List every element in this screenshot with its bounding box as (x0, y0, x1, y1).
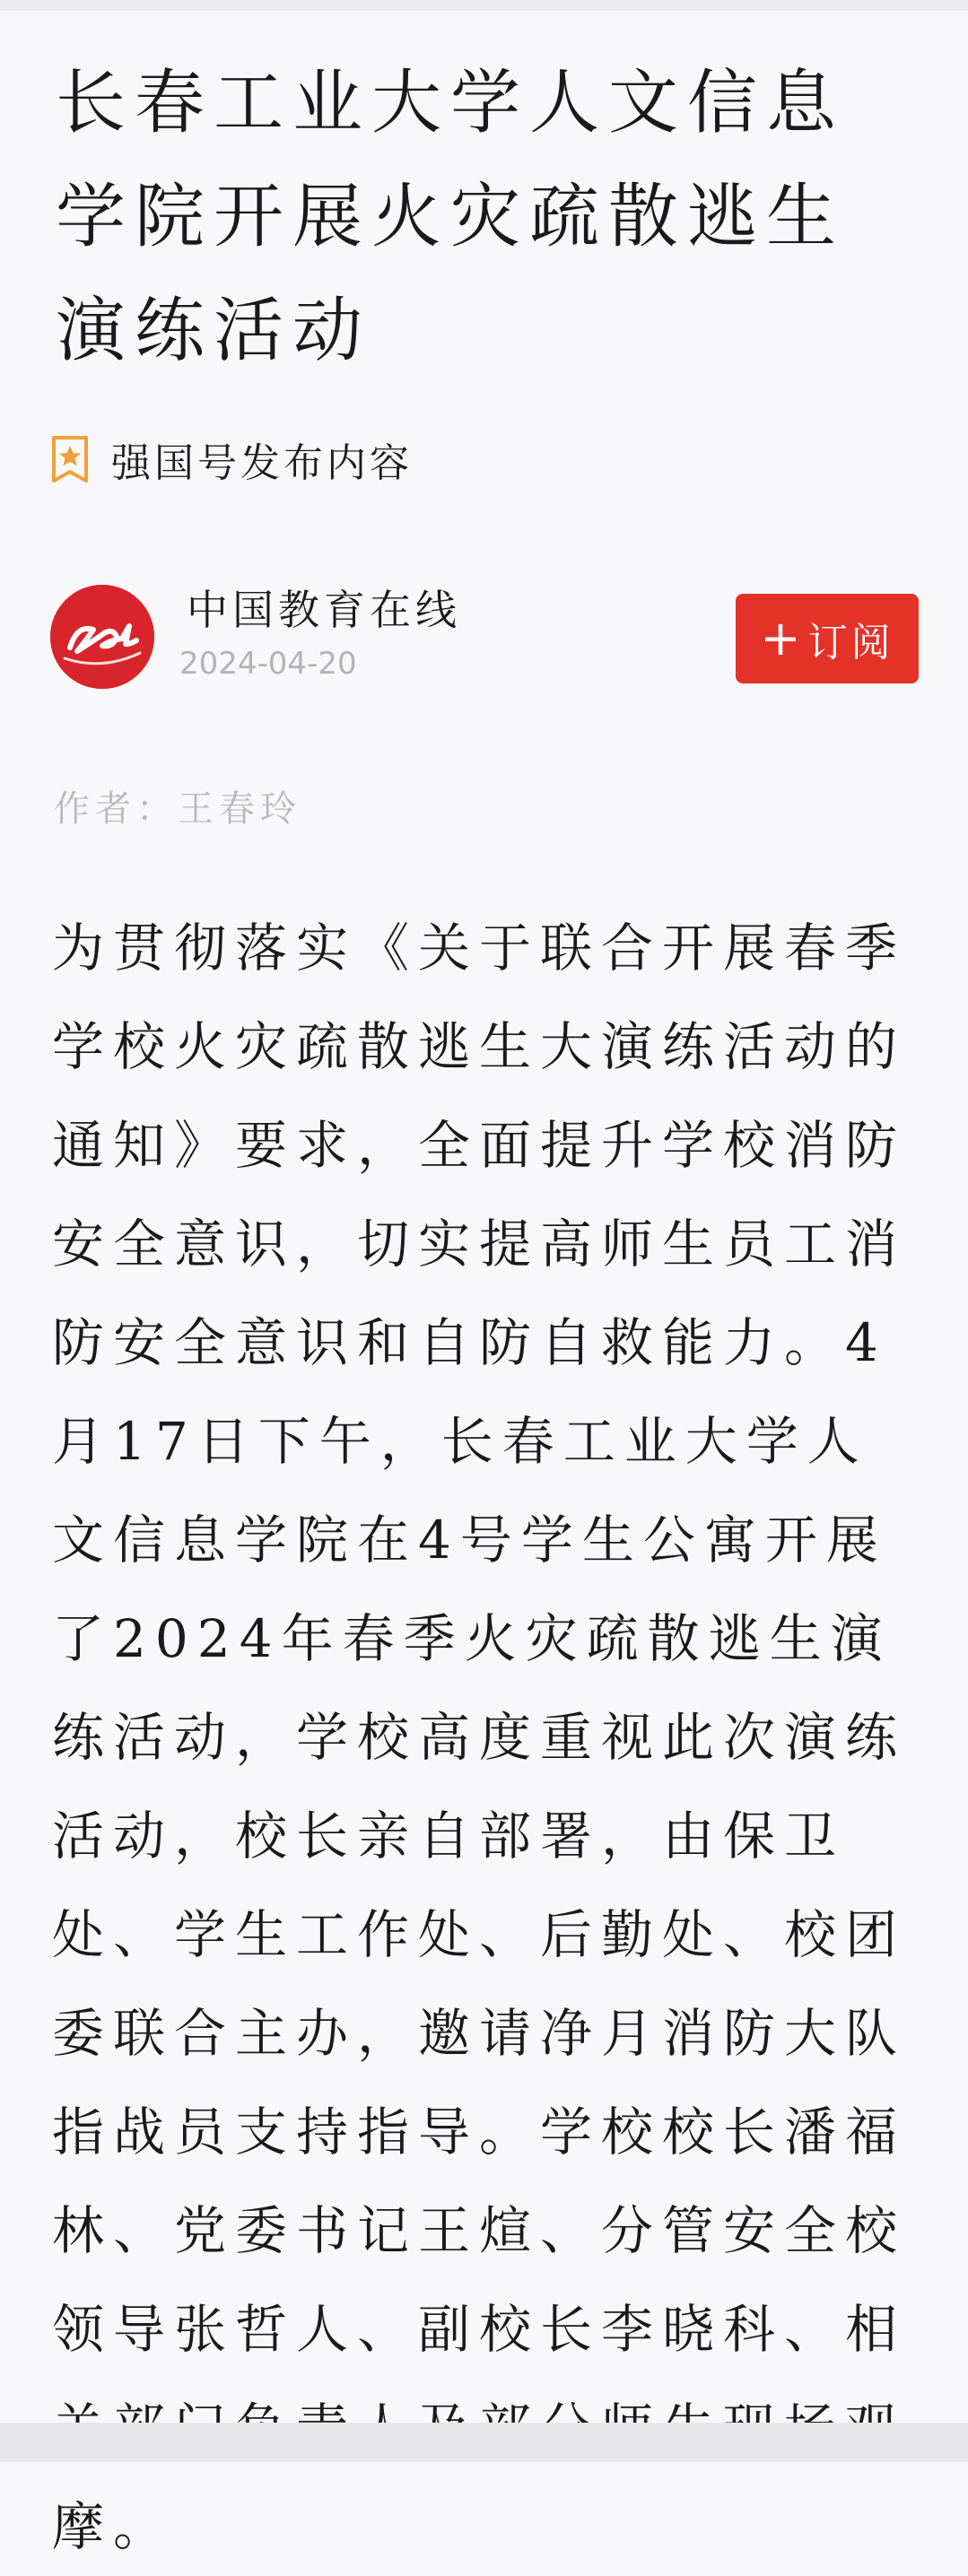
account-info (50, 585, 919, 691)
logo-icon (50, 585, 154, 689)
account-name[interactable]: 中国教育在线 (187, 586, 461, 634)
status-bar-strip (0, 0, 968, 11)
bottom-bar-strip (0, 2423, 968, 2462)
star-ribbon-icon (52, 436, 88, 483)
avatar[interactable] (50, 585, 154, 689)
article-title: 长春工业大学人文信息学院开展火灾疏散逃生演练活动 (56, 63, 846, 371)
subscribe-label: 订阅 (807, 621, 894, 665)
publisher-note-label: 强国号发布内容 (111, 440, 413, 486)
publisher-note-row (52, 434, 413, 484)
plus-icon: + (760, 610, 801, 666)
article-body: 为贯彻落实《关于联合开展春季学校火灾疏散逃生大演练活动的通知》要求，全面提升学校消防安全意识，切实提高师生员工消防安全意识和自防自救能力。4月17日下午，长春工业大学人文信息学院在4号学生公寓开展了2024年春季火灾疏散逃生演练活动，学校高度重视此次演练活动，校长亲自部署，由保卫处、学生工作处、后勤处、校团委联合主办，邀请净月消防大队指战员支持指导。学校校长潘福林、党委书记王煊、分管安全校领导张哲人、副校长李晓科、相 摩。 (52, 918, 907, 2557)
author-line: 作者：王春玲 (54, 788, 301, 830)
publish-date: 2024-04-20 (179, 646, 357, 682)
subscribe-button[interactable] (736, 594, 919, 683)
